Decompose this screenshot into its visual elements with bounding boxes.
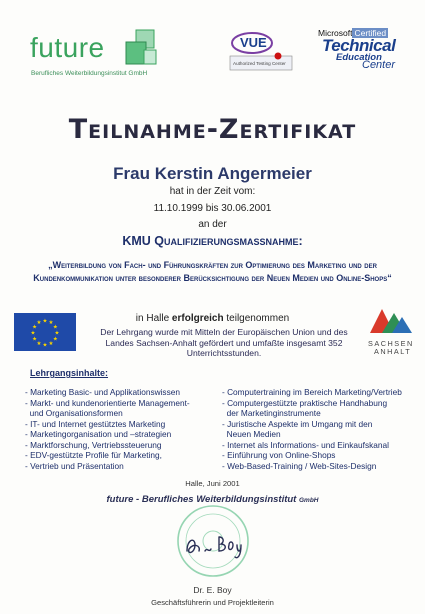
- tech-line-1: Technical: [322, 36, 396, 55]
- list-item: - Computergestützte praktische Handhabung: [222, 397, 388, 408]
- list-item: - EDV-gestützte Profile für Marketing,: [25, 450, 162, 460]
- list-item: - Einführung von Online-Shops: [222, 450, 336, 460]
- result-post: teilgenommen: [223, 313, 290, 324]
- result-pre: in Halle: [135, 313, 172, 324]
- program-title: KMU Qualifizierungsmaßnahme:: [122, 234, 303, 248]
- list-item: - Marketing Basic- und Applikationswissen: [25, 387, 180, 397]
- eu-star-icon: ★: [48, 320, 54, 327]
- sachsen-label: SACHSEN: [368, 339, 414, 348]
- list-item: - IT- und Internet gestütztes Marketing: [25, 418, 166, 429]
- program-description: „Weiterbildung von Fach- und Führungskräften zur Optimierung des Marketing und der Kundenkommunikation unter besonderer Berücksichtigung der Neuen Medien und Online-Shops“: [33, 260, 392, 283]
- list-item: - Internet als Informations- und Einkaufskanal: [222, 439, 389, 450]
- list-item: Neuen Medien: [222, 429, 281, 439]
- an-der-label: an der: [198, 219, 227, 230]
- eu-flag-icon: [14, 313, 76, 351]
- eu-star-icon: ★: [42, 342, 48, 349]
- contents-heading: Lehrgangsinhalte:: [30, 368, 109, 378]
- future-subtitle: Berufliches Weiterbildungsinstitut GmbH: [31, 70, 148, 77]
- certificate-title: Teilnahme-Zertifikat: [68, 114, 357, 145]
- signature-icon: [181, 531, 251, 561]
- list-item: - Marketingorganisation und –strategien: [25, 429, 172, 439]
- eu-star-icon: ★: [32, 336, 38, 343]
- institute-label: future - Berufliches Weiterbildungsinstitut: [106, 494, 297, 505]
- microsoft-label: Microsoft: [318, 28, 353, 38]
- list-item: - Juristische Aspekte im Umgang mit den: [222, 418, 373, 429]
- result-bold: erfolgreich: [171, 313, 224, 324]
- list-item: - Marktforschung, Vertriebssteuerung: [25, 439, 162, 450]
- eu-star-icon: ★: [52, 324, 58, 331]
- contents-left-list: [25, 387, 215, 471]
- eu-star-icon: ★: [36, 320, 42, 327]
- list-item: - Markt- und kundenorientierte Management-: [25, 397, 190, 408]
- issue-date: Halle, Juni 2001: [185, 479, 240, 488]
- eu-star-icon: ★: [36, 340, 42, 347]
- eu-star-icon: ★: [42, 318, 48, 325]
- eu-star-icon: ★: [52, 336, 58, 343]
- contents-right-list: [222, 387, 422, 471]
- funding-text: Der Lehrgang wurde mit Mitteln der Europäischen Union und des Landes Sachsen-Anhalt gefördert und umfaßte insgesamt 352 Unterrichtsstunden.: [100, 327, 348, 358]
- list-item: und Organisationsformen: [25, 408, 123, 418]
- institute-suffix: GmbH: [298, 497, 319, 504]
- anhalt-label: ANHALT: [374, 347, 412, 356]
- list-item: - Web-Based-Training / Web-Sites-Design: [222, 460, 377, 471]
- tech-line-2: Education: [336, 52, 382, 63]
- eu-star-icon: ★: [30, 330, 36, 337]
- vue-subtitle: Authorized Testing Center: [233, 61, 286, 66]
- list-item: - Computertraining im Bereich Marketing/Vertrieb: [222, 387, 402, 397]
- eu-star-icon: ★: [48, 340, 54, 347]
- certified-label: Certified: [354, 28, 387, 38]
- sachsen-anhalt-logo-icon: [366, 305, 414, 335]
- list-item: der Marketinginstrumente: [222, 408, 321, 418]
- period-intro: hat in der Zeit vom:: [169, 186, 256, 197]
- eu-star-icon: ★: [54, 330, 60, 337]
- tech-line-3: Center: [362, 59, 396, 71]
- svg-text:VUE: VUE: [240, 35, 267, 50]
- participant-name: Frau Kerstin Angermeier: [113, 164, 312, 183]
- signer-name: Dr. E. Boy: [193, 585, 232, 595]
- signer-role: Geschäftsführerin und Projektleiterin: [151, 598, 274, 607]
- future-logo-text: future: [30, 32, 105, 63]
- eu-star-icon: ★: [32, 324, 38, 331]
- list-item: - Vertrieb und Präsentation: [25, 460, 124, 471]
- period: 11.10.1999 bis 30.06.2001: [153, 203, 272, 214]
- future-cube-icon: [122, 28, 158, 68]
